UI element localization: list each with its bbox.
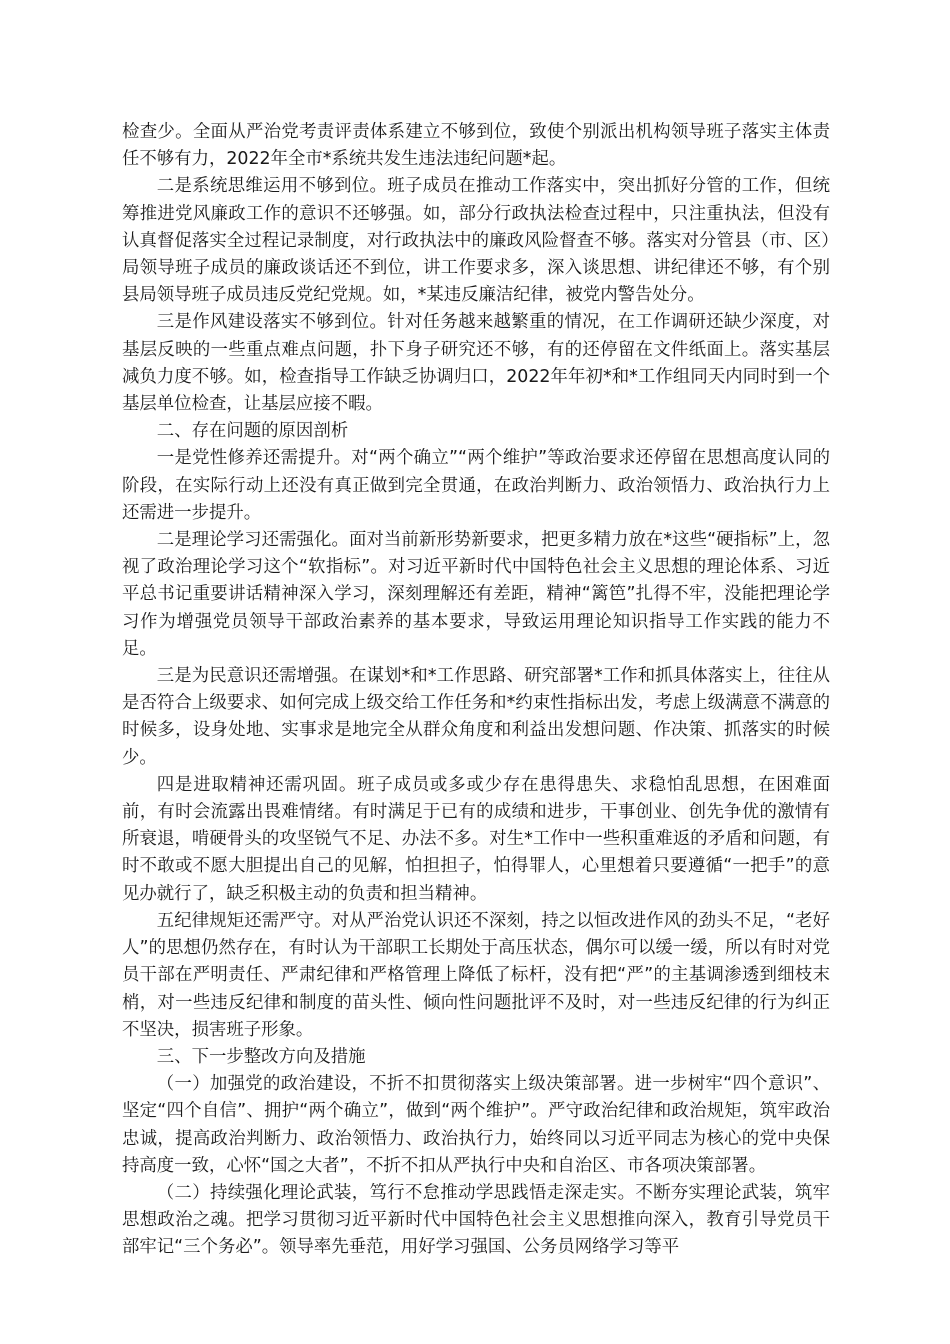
paragraph-1: 检查少。全面从严治党考责评责体系建立不够到位，致使个别派出机构领导班子落实主体责任不够有力，2022年全市*系统共发生违法违纪问题*起。	[122, 122, 830, 170]
paragraph-6: 三是为民意识还需增强。在谋划*和*工作思路、研究部署*工作和抓具体落实上，往往从是否符合上级要求、如何完成上级交给工作任务和*约束性指标出发，考虑上级满意不满意的时候多，设身处地、实事求是地完全从群众角度和利益出发想问题、作决策、抓落实的时候少。	[122, 666, 830, 768]
section-heading-3: 三、下一步整改方向及措施	[156, 1046, 366, 1067]
document-body	[122, 119, 830, 1262]
paragraph-7: 四是进取精神还需巩固。班子成员或多或少存在患得患失、求稳怕乱思想，在困难面前，有时会流露出畏难情绪。有时满足于已有的成绩和进步，干事创业、创先争优的激情有所衰退，啃硬骨头的攻坚锐气不足、办法不多。对生*工作中一些积重难返的矛盾和问题，有时不敢或不愿大胆提出自己的见解，怕担担子，怕得罪人，心里想着只要遵循“一把手”的意见办就行了，缺乏积极主动的负责和担当精神。	[122, 774, 830, 904]
section-heading-2: 二、存在问题的原因剖析	[156, 421, 349, 442]
paragraph-3: 三是作风建设落实不够到位。针对任务越来越繁重的情况，在工作调研还缺少深度，对基层反映的一些重点难点问题，扑下身子研究还不够，有的还停留在文件纸面上。落实基层减负力度不够。如，检查指导工作缺乏协调归口，2022年年初*和*工作组同天内同时到一个基层单位检查，让基层应接不暇。	[122, 312, 830, 415]
paragraph-8: 五纪律规矩还需严守。对从严治党认识还不深刻，持之以恒改进作风的劲头不足，“老好人”的思想仍然存在，有时认为干部职工长期处于高压状态，偶尔可以缓一缓，所以有时对党员干部在严明责任、严肃纪律和严格管理上降低了标杆，没有把“严”的主基调渗透到细枝末梢，对一些违反纪律和制度的苗头性、倾向性问题批评不及时，对一些违反纪律的行为纠正不坚决，损害班子形象。	[122, 910, 830, 1040]
paragraph-5: 二是理论学习还需强化。面对当前新形势新要求，把更多精力放在*这些“硬指标”上，忽视了政治理论学习这个“软指标”。对习近平新时代中国特色社会主义思想的理论体系、习近平总书记重要讲话精神深入学习，深刻理解还有差距，精神“篱笆”扎得不牢，没能把理论学习作为增强党员领导干部政治素养的基本要求，导致运用理论知识指导工作实践的能力不足。	[122, 530, 830, 659]
paragraph-2: 二是系统思维运用不够到位。班子成员在推动工作落实中，突出抓好分管的工作，但统筹推进党风廉政工作的意识不还够强。如，部分行政执法检查过程中，只注重执法，但没有认真督促落实全过程记录制度，对行政执法中的廉政风险督查不够。落实对分管县（市、区）局领导班子成员的廉政谈话还不到位，讲工作要求多，深入谈思想、讲纪律还不够，有个别县局领导班子成员违反党纪党规。如，*某违反廉洁纪律，被党内警告处分。	[122, 176, 830, 306]
paragraph-10: （二）持续强化理论武装，笃行不怠推动学思践悟走深走实。不断夯实理论武装，筑牢思想政治之魂。把学习贯彻习近平新时代中国特色社会主义思想推向深入，教育引导党员干部牢记“三个务必”。领导率先垂范，用好学习强国、公务员网络学习等平	[122, 1182, 830, 1258]
paragraph-9: （一）加强党的政治建设，不折不扣贯彻落实上级决策部署。进一步树牢“四个意识”、坚定“四个自信”、拥护“两个确立”，做到“两个维护”。严守政治纪律和政治规矩，筑牢政治忠诚，提高政治判断力、政治领悟力、政治执行力，始终同以习近平同志为核心的党中央保持高度一致，心怀“国之大者”，不折不扣从严执行中央和自治区、市各项决策部署。	[122, 1074, 830, 1176]
paragraph-4: 一是党性修养还需提升。对“两个确立”“两个维护”等政治要求还停留在思想高度认同的阶段，在实际行动上还没有真正做到完全贯通，在政治判断力、政治领悟力、政治执行力上还需进一步提升。	[122, 448, 830, 523]
